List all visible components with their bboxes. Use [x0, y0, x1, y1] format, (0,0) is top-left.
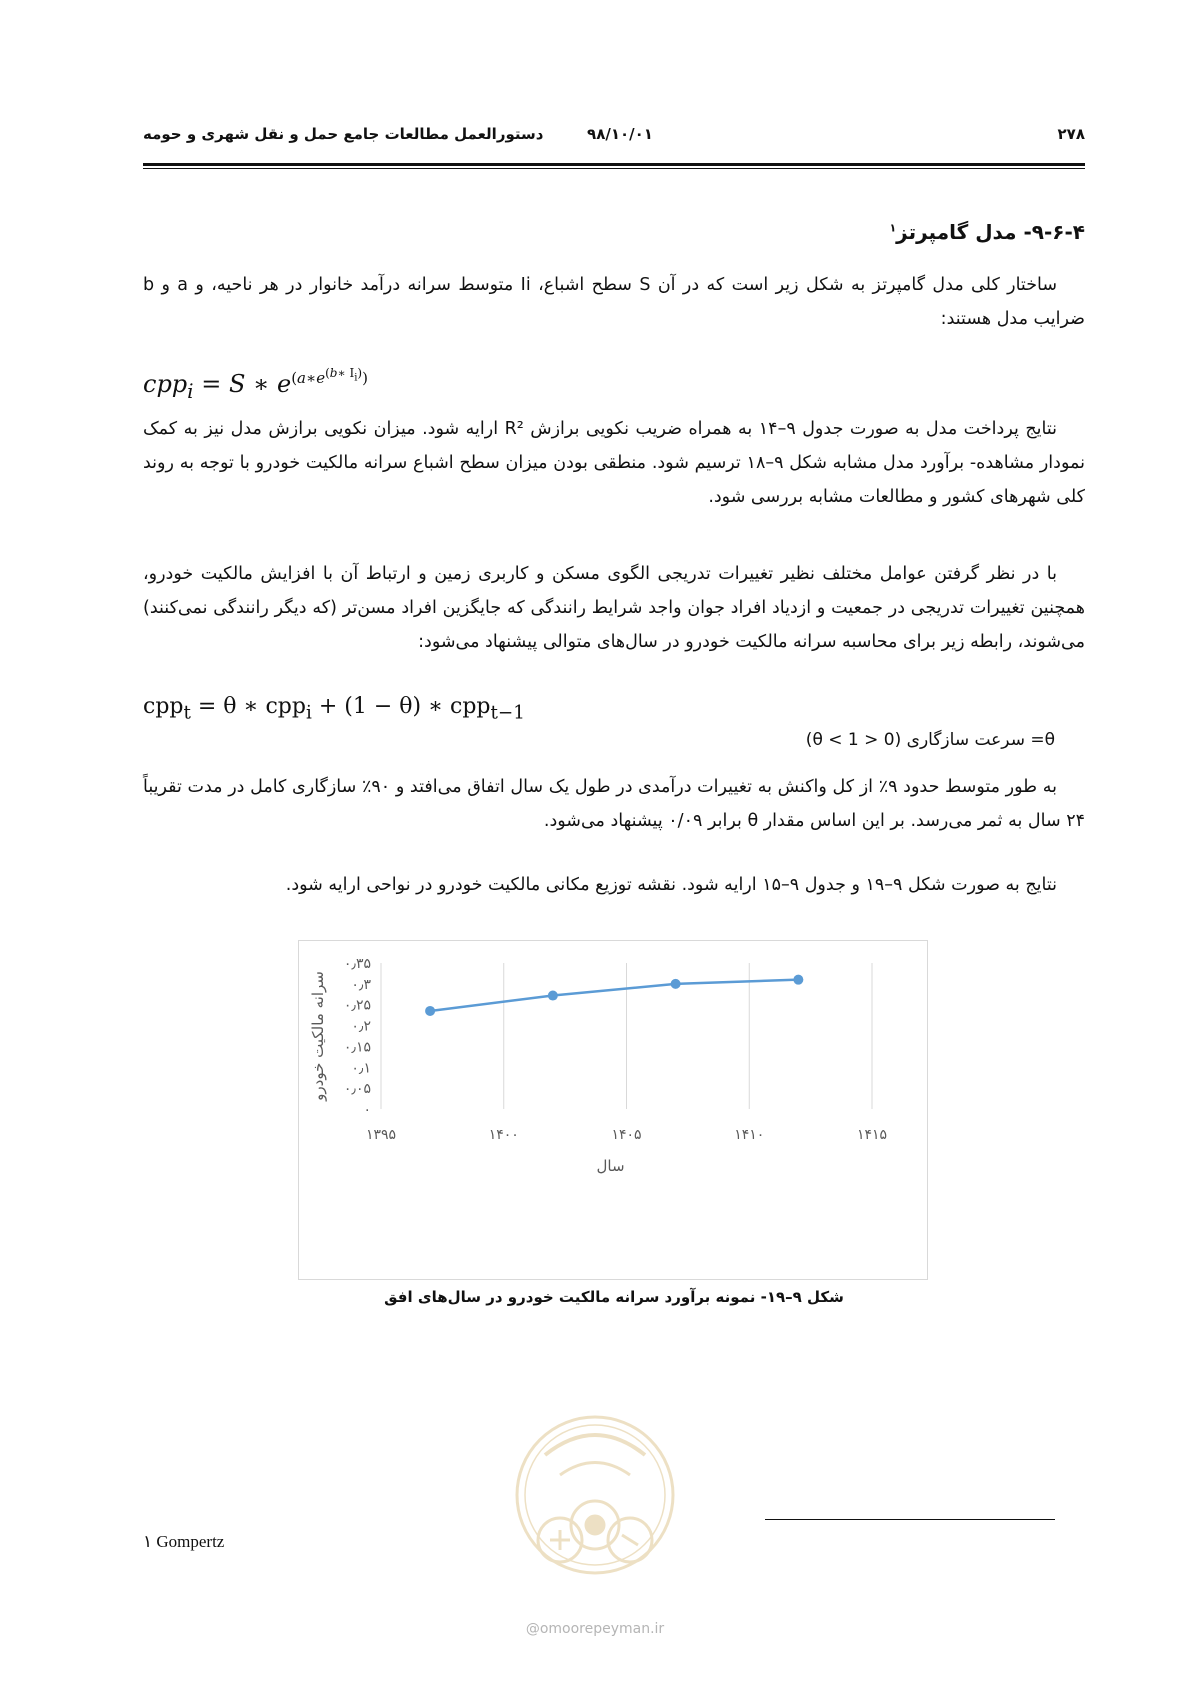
- y-tick-label: ۰٫۱: [351, 1060, 371, 1077]
- line-chart: [299, 941, 927, 1279]
- paragraph-1: [143, 268, 1085, 336]
- watermark: [505, 1395, 685, 1645]
- x-tick-label: ۱۴۰۵: [611, 1127, 642, 1143]
- figure-caption: شکل ۹–۱۹- نمونه برآورد سرانه مالکیت خودرو در سال‌های افق: [384, 1288, 844, 1306]
- footnote-ref: ۱: [889, 221, 897, 235]
- x-tick-label: ۱۴۱۰: [734, 1127, 765, 1143]
- paragraph-2-text: نتایج پرداخت مدل به صورت جدول ۹–۱۴ به همراه ضریب نکویی برازش R² ارایه شود. میزان نکویی برازش مدل نیز به کمک نمودار مشاهده- برآورد مدل مشابه شکل ۹–۱۸ ترسیم شود. منطقی بودن میزان سطح اشباع سرانه مالکیت خودرو با توجه به روند کلی شهرهای کشور و مطالعات مشابه بررسی شود.: [143, 419, 1085, 507]
- footnote-rule: [765, 1519, 1055, 1520]
- watermark-url: @omoorepeyman.ir: [525, 1621, 665, 1637]
- y-axis-label: سرانه مالکیت خودرو: [309, 971, 327, 1101]
- x-tick-label: ۱۳۹۵: [365, 1127, 397, 1143]
- y-tick-label: ۰٫۲۵: [343, 997, 371, 1014]
- data-point: [548, 991, 558, 1001]
- y-tick-label: ۰٫۲: [351, 1018, 371, 1035]
- series-line: [430, 980, 798, 1011]
- section-heading: [889, 220, 1085, 244]
- theta-definition: θ= سرعت سازگاری (0 < θ < 1): [805, 730, 1055, 750]
- paragraph-1-text: ساختار کلی مدل گامپرتز به شکل زیر است که در آن S سطح اشباع، Ii متوسط سرانه درآمد خانوار در هر ناحیه، و a و b ضرایب مدل هستند:: [143, 275, 1085, 329]
- footnote: ۱ Gompertz: [143, 1532, 225, 1551]
- paragraph-3-text: با در نظر گرفتن عوامل مختلف نظیر تغییرات تدریجی الگوی مسکن و کاربری زمین و ارتباط آن با افزایش مالکیت خودرو، همچنین تغییرات تدریجی در جمعیت و ازدیاد افراد جوان واجد شرایط رانندگی که جایگزین افراد مسن‌تر (که دیگر رانندگی نمی‌کنند) می‌شوند، رابطه زیر برای محاسبه سرانه مالکیت خودرو در سال‌های متوالی پیشنهاد می‌شود:: [143, 564, 1085, 652]
- paragraph-4-text: به طور متوسط حدود ۹٪ از کل واکنش به تغییرات درآمدی در طول یک سال اتفاق می‌افتد و ۹۰٪ سازگاری کامل در مدت تقریباً ۲۴ سال به ثمر می‌رسد. بر این اساس مقدار θ برابر ۰/۰۹ پیشنهاد می‌شود.: [143, 777, 1085, 831]
- x-tick-label: ۱۴۱۵: [856, 1127, 888, 1143]
- equation-gompertz: cpp$_i$ = S ∗ $e^{(a∗e^{(b∗ I_i)})}$: [143, 366, 368, 403]
- watermark-logo-icon: [505, 1395, 685, 1645]
- header-rule-thin: [143, 168, 1085, 169]
- y-tick-label: ۰٫۳: [351, 976, 371, 993]
- chart-frame: [298, 940, 928, 1280]
- y-tick-label: ۰٫۱۵: [343, 1039, 371, 1056]
- section-heading-text: ۹-۶-۴- مدل گامپرتز: [896, 220, 1085, 244]
- header-page-number: ۲۷۸: [1057, 125, 1085, 143]
- header-rule: [143, 163, 1085, 166]
- equation-adjustment: cpp$_t$ = θ ∗ cpp$_i$ + (1 − θ) ∗ cpp$_{t-1}$: [143, 694, 525, 724]
- data-point: [671, 979, 681, 989]
- data-point: [425, 1006, 435, 1016]
- y-tick-label: ۰: [363, 1102, 371, 1118]
- paragraph-5: [143, 868, 1085, 902]
- paragraph-4: [143, 770, 1085, 838]
- header-date: ۹۸/۱۰/۰۱: [587, 125, 653, 143]
- x-axis-label: سال: [596, 1157, 625, 1175]
- paragraph-2: [143, 412, 1085, 514]
- y-tick-label: ۰٫۰۵: [343, 1081, 371, 1098]
- header-title: دستورالعمل مطالعات جامع حمل و نقل شهری و حومه: [143, 125, 544, 143]
- y-tick-label: ۰٫۳۵: [343, 956, 371, 972]
- x-tick-label: ۱۴۰۰: [488, 1127, 519, 1143]
- data-point: [793, 975, 803, 985]
- paragraph-5-text: نتایج به صورت شکل ۹–۱۹ و جدول ۹–۱۵ ارایه شود. نقشه توزیع مکانی مالکیت خودرو در نواحی ارایه شود.: [285, 875, 1057, 895]
- paragraph-3: [143, 557, 1085, 659]
